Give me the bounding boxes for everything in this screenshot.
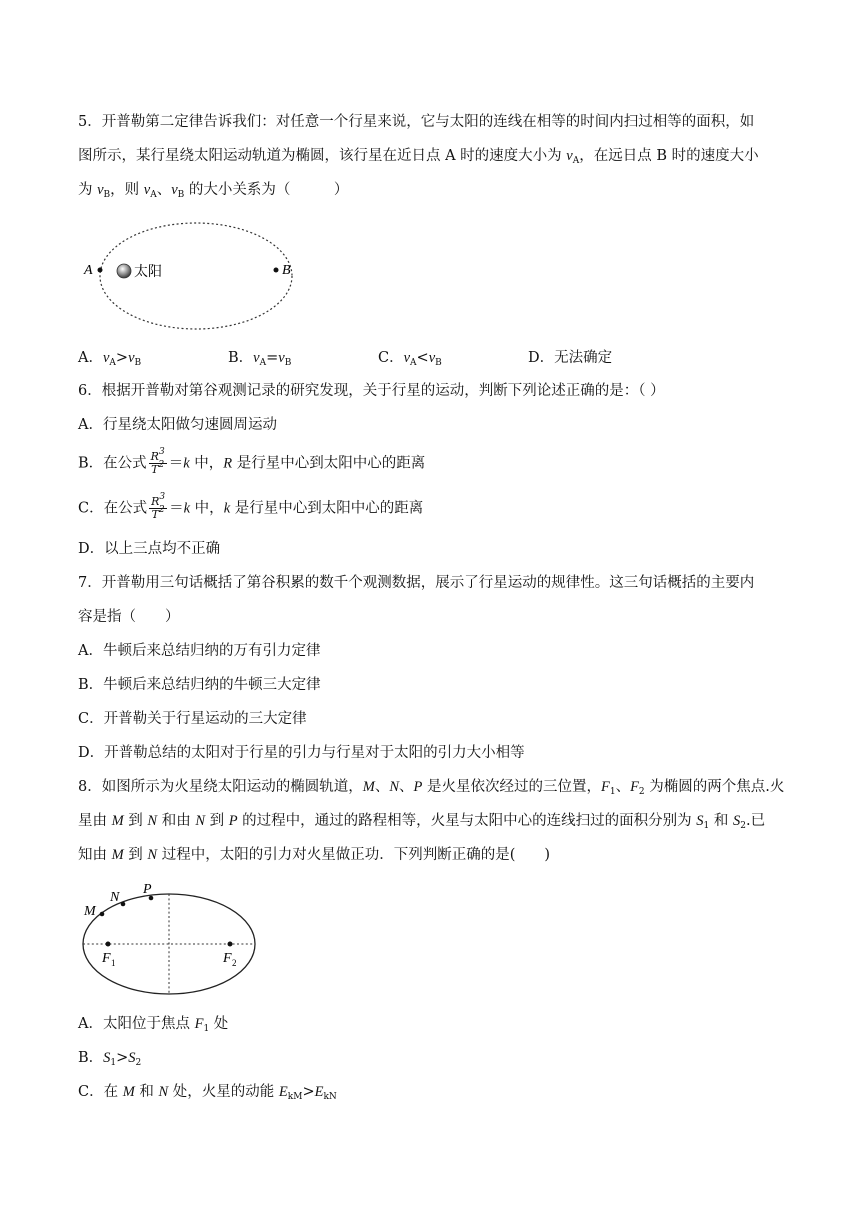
q8-point-n (121, 902, 126, 907)
q7-option-a[interactable]: A．牛顿后来总结归纳的万有引力定律 (78, 643, 321, 659)
q8-stem-line-2: 星由 M 到 N 和由 N 到 P 的过程中，通过的路程相等，火星与太阳中心的连线扫过的面积分别为 $S_1$ 和 $S_2$.已 (78, 813, 766, 831)
q6-option-c[interactable]: C．在公式 $\frac{R^3}{T^2}$ ＝k 中，k 是行星中心到太阳中心的距离 (78, 492, 424, 521)
q5-sun-label: 太阳 (134, 264, 162, 280)
q6-c-formula-fraction: $\frac{R^3}{T^2}$ (151, 492, 166, 521)
q8-orbit-figure (78, 878, 263, 998)
q5-label-a: A (84, 263, 93, 278)
q6-option-d[interactable]: D．以上三点均不正确 (78, 541, 221, 557)
q6-b-formula-fraction: $\frac{R^3}{T^2}$ (150, 447, 165, 476)
q5-sun-icon (117, 264, 131, 278)
q7-option-c[interactable]: C．开普勒关于行星运动的三大定律 (78, 711, 307, 727)
q5-option-d[interactable]: D．无法确定 (528, 350, 613, 366)
q5-option-a[interactable]: A．$v_A>v_B$ (78, 350, 142, 368)
q7-option-d[interactable]: D．开普勒总结的太阳对于行星的引力与行星对于太阳的引力大小相等 (78, 745, 525, 761)
q6-option-b[interactable]: B．在公式 $\frac{R^3}{T^2}$ ＝k 中，R 是行星中心到太阳中心的距离 (78, 447, 426, 476)
q5-point-a (98, 268, 103, 273)
q7-option-b[interactable]: B．牛顿后来总结归纳的牛顿三大定律 (78, 677, 321, 693)
q8-label-f2: F (223, 951, 232, 966)
q5-stem-line-2: 图所示，某行星绕太阳运动轨道为椭圆，该行星在近日点 A 时的速度大小为 $v_A$，在远日点 B 时的速度大小 (78, 148, 759, 166)
q5-stem-line-3: 为 $v_B$，则 $v_A$、$v_B$ 的大小关系为（ ） (78, 182, 349, 200)
q6-stem: 6．根据开普勒对第谷观测记录的研究发现，关于行星的运动，判断下列论述正确的是：（ ） (78, 383, 665, 399)
q5-orbit-figure (78, 220, 308, 338)
q5-point-b (274, 268, 279, 273)
q5-label-b: B (282, 263, 291, 278)
q8-label-n: N (110, 890, 120, 905)
q6-option-a[interactable]: A．行星绕太阳做匀速圆周运动 (78, 417, 277, 433)
q8-stem-line-3: 知由 M 到 N 过程中，太阳的引力对火星做正功．下列判断正确的是( ) (78, 847, 551, 863)
q8-focus-f1 (106, 942, 111, 947)
q8-label-m: M (84, 904, 96, 919)
q8-focus-f2 (228, 942, 233, 947)
q5-stem-line-1: 5．开普勒第二定律告诉我们：对任意一个行星来说，它与太阳的连线在相等的时间内扫过相等的面积，如 (78, 114, 755, 130)
q5-option-c[interactable]: C．$v_A<v_B$ (378, 350, 442, 368)
q8-point-m (100, 912, 105, 917)
q8-option-a[interactable]: A．太阳位于焦点 $F_1$ 处 (78, 1016, 229, 1034)
q5-option-b[interactable]: B．$v_A=v_B$ (228, 350, 292, 368)
q8-label-f1: F (102, 951, 111, 966)
q8-label-f1-sub: 1 (111, 958, 116, 968)
q8-label-p: P (143, 882, 152, 897)
q7-stem-line-2: 容是指（ ） (78, 609, 180, 625)
q8-option-c[interactable]: C．在 M 和 N 处，火星的动能 $E_{kM}>E_{kN}$ (78, 1084, 337, 1102)
q8-option-b[interactable]: B．$S_1>S_2$ (78, 1050, 142, 1068)
q8-stem-line-1: 8．如图所示为火星绕太阳运动的椭圆轨道，M、N、P 是火星依次经过的三位置，$F_1$、$F_2$ 为椭圆的两个焦点.火 (78, 779, 785, 797)
q7-stem-line-1: 7．开普勒用三句话概括了第谷积累的数千个观测数据，展示了行星运动的规律性。这三句话概括的主要内 (78, 575, 755, 591)
q8-label-f2-sub: 2 (232, 958, 237, 968)
